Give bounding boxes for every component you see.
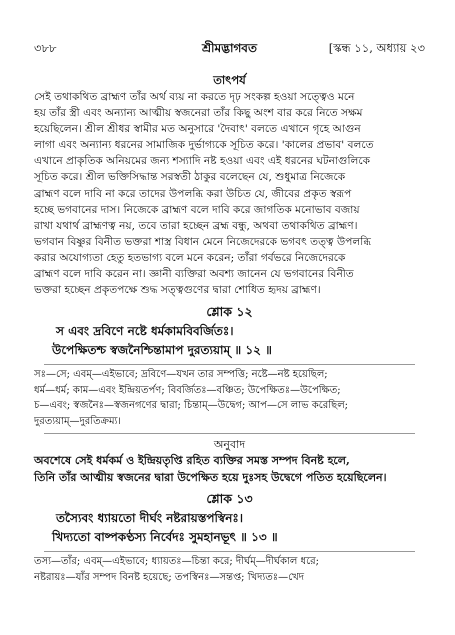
sloka-12-translation (34, 453, 425, 486)
synonym-line: দুরত্যয়াম্—দুরতিক্রম্য। (34, 415, 122, 427)
verse-line: স এবং দ্রবিণে নষ্টে ধর্মকামবিবর্জিতঃ। (56, 324, 234, 339)
verse-line: তস্যৈবং ধ্যায়তো দীর্ঘং নষ্টরায়স্তপস্বিনঃ। (56, 511, 244, 526)
synonym-line: সঃ—সে; এবম্—এইভাবে; দ্রবিণে—যখন তার সম্পত্তি; নষ্টে—নষ্ট হয়েছিল; (34, 369, 328, 381)
purport-line: লাগা এবং অন্যান্য ধরনের সামাজিক দুর্ভাগ্যকে সূচিত করে। 'কালের প্রভাব' বলতে (34, 139, 374, 152)
purport-line: সেই তথাকথিত ব্রাহ্মণ তাঁর অর্থ ব্যয় না করতে দৃঢ় সংকল্প হওয়া সত্ত্বেও মনে (34, 91, 355, 103)
purport-line: ভগবান বিষ্ণুর বিনীত ভক্তরা শাস্ত্র বিধান মেনে নিজেদেরকে ভগবৎ তত্ত্ব উপলব্ধি (34, 235, 371, 248)
purport-line: হয়েছিলেন। শ্রীল শ্রীধর স্বামীর মত অনুসারে 'দৈবাৎ' বলতে এখানে গৃহে আগুন (34, 123, 361, 136)
purport-line: ব্রাহ্মণ বলে দাবি করেন না। জ্ঞানী ব্যক্তিরা অবশ্য জানেন যে ভগবানের বিনীত (34, 268, 354, 281)
sloka-12-title: শ্লোক ১২ (206, 304, 253, 320)
synonym-line: নষ্টরায়ঃ—যাঁর সম্পদ বিনষ্ট হয়েছে; তপস্বিনঃ—সন্তপ্ত; খিদ্যতঃ—খেদ (34, 571, 305, 583)
purport-line: হচ্ছে ভগবানের দাস। নিজেকে ব্রাহ্মণ বলে দাবি করে জাগতিক মনোভাব বজায় (34, 203, 360, 216)
purport-line: হয় তাঁর স্ত্রী এবং অন্যান্য আত্মীয় স্বজনেরা তাঁর কিছু অংশ বার করে নিতে সক্ষম (34, 107, 363, 120)
synonym-line: ধর্ম—ধর্ম; কাম—এবং ইন্দ্রিয়তর্পণ; বিবর্জিতঃ—বঞ্চিত; উপেক্ষিতঃ—উপেক্ষিত; (34, 384, 341, 396)
sloka-12-verse (34, 322, 425, 360)
purport-line: সূচিত করে। শ্রীল ভক্তিসিদ্ধান্ত সরস্বতী ঠাকুর বলেছেন যে, শুধুমাত্র নিজেকে (34, 171, 346, 184)
page-content (34, 72, 425, 585)
translation-line: তিনি তাঁর আত্মীয় স্বজনের দ্বারা উপেক্ষিত হয়ে দুঃসহ উদ্বেগে পতিত হয়েছিলেন। (34, 470, 387, 484)
divider (44, 433, 415, 434)
sloka-13-title: শ্লোক ১৩ (206, 491, 253, 507)
purport-line: করার অযোগ্যতা হেতু হতভাগ্য বলে মনে করেন; তাঁরা গর্বভরে নিজেদেরকে (34, 251, 346, 264)
sloka-13-synonyms (34, 554, 425, 585)
verse-line: খিদ্যতো বাষ্পকণ্ঠস্য নির্বেদঃ সুমহানভূৎ ॥ ১৩ ॥ (52, 530, 278, 545)
synonym-line: তস্য—তাঁর; এবম্—এইভাবে; ধ্যায়তঃ—চিন্তা করে; দীর্ঘম্—দীর্ঘকাল ধরে; (34, 556, 320, 568)
sloka-12-synonyms (34, 367, 425, 429)
book-title: শ্রীমদ্ভাগবত (201, 41, 257, 55)
purport-heading: তাৎপর্য (213, 73, 246, 87)
divider (44, 364, 415, 365)
page-header (34, 40, 425, 58)
synonym-line: চ—এবং; স্বজনৈঃ—স্বজনগণের দ্বারা; চিন্তাম্—উদ্বেগ; আপ—সে লাভ করেছিল; (34, 400, 349, 412)
verse-line: উপেক্ষিতশ্চ স্বজনৈশ্চিন্তামাপ দুরত্যয়াম্ ॥ ১২ ॥ (52, 343, 272, 358)
divider (44, 551, 415, 552)
purport-line: ব্রাহ্মণ বলে দাবি না করে তাদের উপলব্ধি করা উচিত যে, জীবের প্রকৃত স্বরূপ (34, 187, 352, 200)
purport-line: ভক্তরা হচ্ছেন প্রকৃতপক্ষে শুদ্ধ সত্ত্বগুণের দ্বারা শোধিত হৃদয় ব্রাহ্মণ। (34, 284, 321, 297)
translation-line: অবশেষে সেই ধর্মকর্ম ও ইন্দ্রিয়তৃপ্তি রহিত ব্যক্তির সমস্ত সম্পদ বিনষ্ট হলে, (34, 454, 350, 468)
page-number: ৩৮৮ (34, 41, 57, 55)
translation-heading: অনুবাদ (213, 438, 246, 452)
chapter-reference: [স্কন্ধ ১১, অধ্যায় ২৩ (328, 41, 425, 55)
sloka-13-verse (34, 509, 425, 547)
purport-line: রাখা যথার্থ ব্রাহ্মণত্ব নয়, তবে তারা হচ্ছেন ব্রহ্ম বন্ধু, অথবা তথাকথিত ব্রাহ্মণ। (34, 219, 358, 232)
purport-paragraph (34, 89, 425, 298)
purport-line: এখানে প্রাকৃতিক অনিয়মের জন্য শস্যাদি নষ্ট হওয়া এবং এই ধরনের ঘটনাগুলিকে (34, 155, 371, 168)
